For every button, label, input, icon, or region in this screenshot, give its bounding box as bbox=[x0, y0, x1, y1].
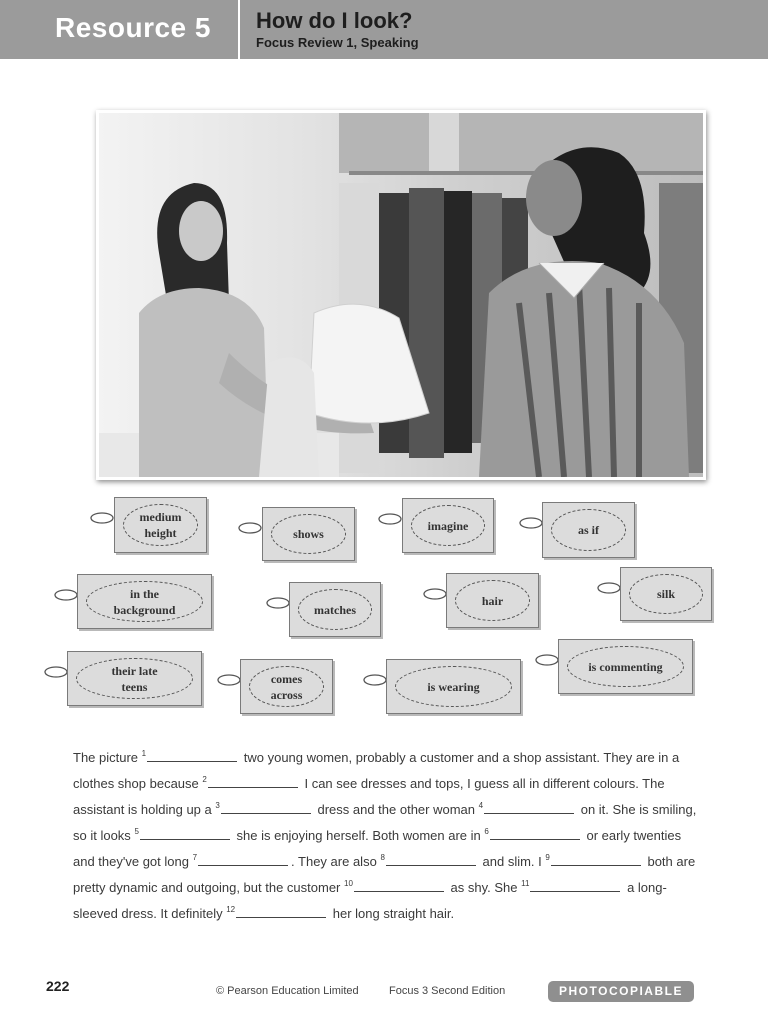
gap-number: 11 bbox=[521, 879, 530, 888]
tag-label: is commenting bbox=[588, 659, 663, 674]
passage-text: on it. She is smiling, so it looks bbox=[73, 802, 697, 843]
tag-matches[interactable] bbox=[289, 582, 381, 637]
gap-blank-2[interactable] bbox=[208, 775, 298, 788]
passage-text: The picture bbox=[73, 750, 139, 765]
gap-number: 5 bbox=[134, 827, 139, 836]
gap-blank-1[interactable] bbox=[147, 749, 237, 762]
tag-is-wearing[interactable] bbox=[386, 659, 521, 714]
page-subtitle: Focus Review 1, Speaking bbox=[256, 35, 419, 50]
gap-number: 2 bbox=[202, 775, 207, 784]
tag-shows[interactable] bbox=[262, 507, 355, 561]
passage-text: . They are also bbox=[291, 854, 377, 869]
page-title: How do I look? bbox=[256, 8, 413, 33]
tag-oval bbox=[551, 509, 626, 551]
gap-blank-5[interactable] bbox=[140, 827, 230, 840]
tag-label: is wearing bbox=[427, 679, 480, 694]
shop-photo bbox=[99, 113, 703, 477]
tag-oval bbox=[76, 658, 193, 699]
tag-oval bbox=[86, 581, 203, 622]
tag-label: medium height bbox=[139, 510, 182, 540]
passage-text: both are pretty dynamic and outgoing, but the customer bbox=[73, 854, 696, 895]
gap-blank-4[interactable] bbox=[484, 801, 574, 814]
header-divider bbox=[238, 0, 240, 59]
tag-hair[interactable] bbox=[446, 573, 539, 628]
edition-text: Focus 3 Second Edition bbox=[389, 985, 506, 997]
tag-oval bbox=[123, 504, 198, 546]
tag-imagine[interactable] bbox=[402, 498, 494, 553]
tag-label: comes across bbox=[270, 671, 303, 702]
gap-blank-10[interactable] bbox=[354, 879, 444, 892]
gap-number: 12 bbox=[226, 905, 236, 914]
passage-text: a long-sleeved dress. It definitely bbox=[73, 880, 667, 921]
tag-as-if[interactable] bbox=[542, 502, 635, 558]
gap-blank-3[interactable] bbox=[221, 801, 311, 814]
photo-frame bbox=[96, 110, 706, 480]
passage-text: and slim. I bbox=[482, 854, 542, 869]
tag-label: shows bbox=[293, 527, 324, 541]
gap-blank-6[interactable] bbox=[490, 827, 580, 840]
tag-in-the-background[interactable] bbox=[77, 574, 212, 629]
tag-label: imagine bbox=[427, 518, 469, 533]
gap-number: 9 bbox=[545, 853, 550, 862]
tag-is-commenting[interactable] bbox=[558, 639, 693, 694]
gap-fill-passage bbox=[73, 743, 703, 925]
gap-blank-11[interactable] bbox=[530, 879, 620, 892]
tag-label: silk bbox=[656, 587, 675, 601]
passage-text: her long straight hair. bbox=[332, 906, 455, 921]
tag-oval bbox=[249, 666, 324, 707]
copyright-text: © Pearson Education Limited bbox=[216, 985, 359, 997]
gap-number: 6 bbox=[484, 827, 489, 836]
tag-silk[interactable] bbox=[620, 567, 712, 621]
tag-oval bbox=[567, 646, 684, 687]
tag-oval bbox=[455, 580, 530, 621]
passage-text: two young women, probably a customer and a shop assistant. They are in a clothes shop because bbox=[73, 750, 680, 791]
passage-text: or early twenties and they've got long bbox=[73, 828, 682, 869]
tag-oval bbox=[271, 514, 346, 554]
tag-oval bbox=[629, 574, 703, 614]
resource-label: Resource 5 bbox=[55, 12, 211, 43]
tag-oval bbox=[395, 666, 512, 707]
gap-number: 8 bbox=[380, 853, 385, 862]
tag-label: hair bbox=[481, 593, 504, 608]
header-bar bbox=[0, 0, 768, 59]
gap-number: 10 bbox=[344, 879, 353, 888]
gap-blank-8[interactable] bbox=[386, 853, 476, 866]
gap-number: 3 bbox=[215, 801, 220, 810]
tag-label: matches bbox=[314, 602, 356, 617]
gap-number: 4 bbox=[478, 801, 484, 810]
photocopiable-badge: PHOTOCOPIABLE bbox=[548, 981, 694, 1002]
tag-oval bbox=[411, 505, 485, 546]
page-number: 222 bbox=[46, 978, 70, 994]
tag-label: their late teens bbox=[111, 663, 158, 694]
passage-text: dress and the other woman bbox=[317, 802, 476, 817]
gap-blank-12[interactable] bbox=[236, 905, 326, 918]
tag-their-late-teens[interactable] bbox=[67, 651, 202, 706]
tag-label: in the background bbox=[113, 586, 176, 617]
gap-blank-9[interactable] bbox=[551, 853, 641, 866]
passage-text: as shy. She bbox=[450, 880, 518, 895]
gap-number: 7 bbox=[192, 853, 198, 862]
tag-label: as if bbox=[578, 523, 599, 537]
passage-text: I can see dresses and tops, I guess all in different colours. The assistant is holding up a bbox=[73, 776, 665, 817]
gap-number: 1 bbox=[141, 749, 147, 758]
tag-comes-across[interactable] bbox=[240, 659, 333, 714]
tag-medium-height[interactable] bbox=[114, 497, 207, 553]
tag-oval bbox=[298, 589, 372, 630]
gap-blank-7[interactable] bbox=[198, 853, 288, 866]
passage-text: she is enjoying herself. Both women are in bbox=[236, 828, 481, 843]
